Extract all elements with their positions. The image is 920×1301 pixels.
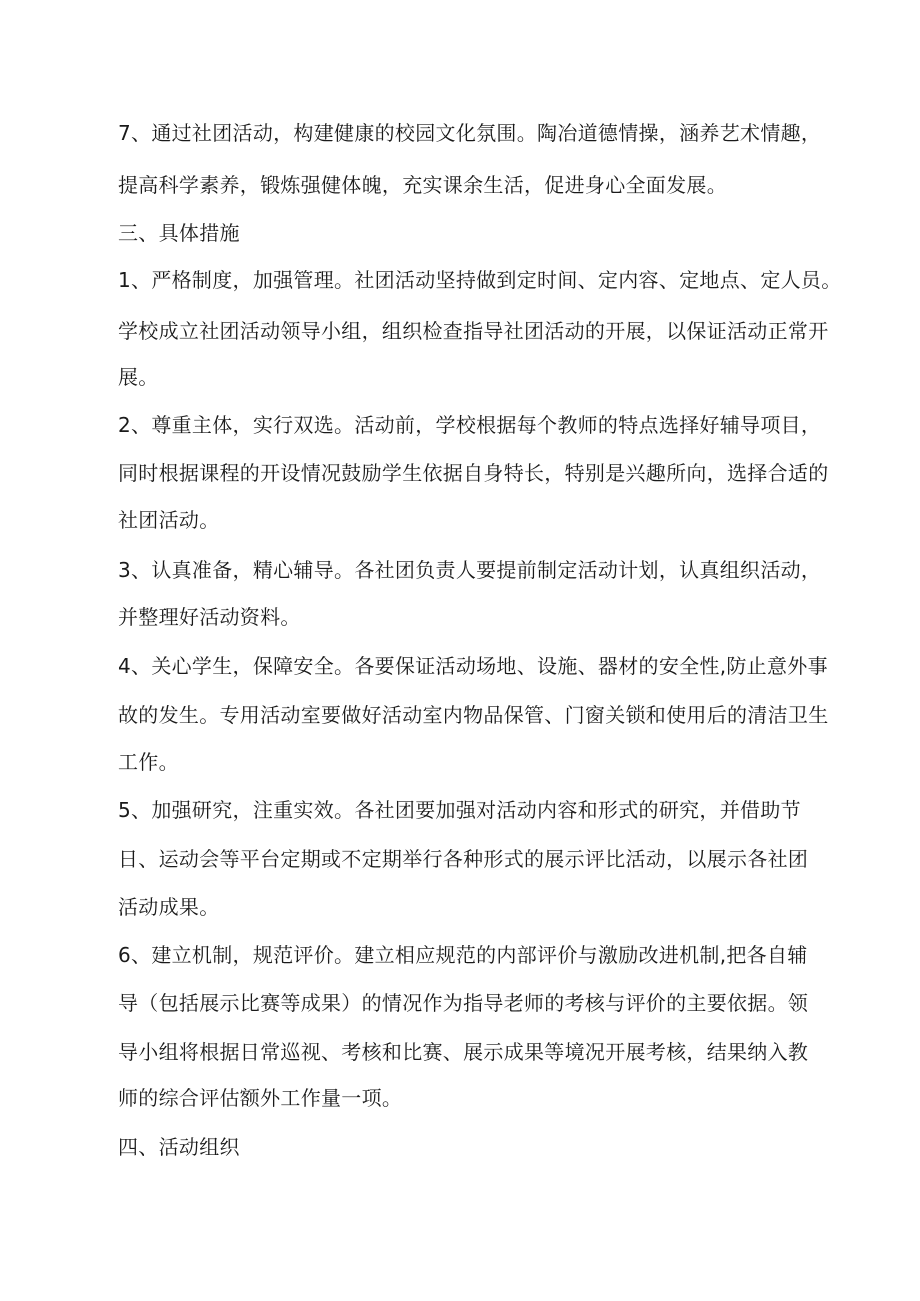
measure-6-line-4: 师的综合评估额外工作量一项。 [118, 1086, 403, 1110]
measure-1-line-3: 展。 [118, 365, 159, 389]
measure-6-line-2: 导（包括展示比赛等成果）的情况作为指导老师的考核与评价的主要依据。领 [118, 991, 809, 1015]
measure-2-line-3: 社团活动。 [118, 508, 220, 532]
measure-5-line-2: 日、运动会等平台定期或不定期举行各种形式的展示评比活动，以展示各社团 [118, 847, 809, 871]
measure-3-line-1: 3、认真准备，精心辅导。各社团负责人要提前制定活动计划，认真组织活动， [118, 558, 822, 582]
measure-1-line-2: 学校成立社团活动领导小组，组织检查指导社团活动的开展，以保证活动正常开 [118, 319, 829, 343]
measure-5-line-1: 5、加强研究，注重实效。各社团要加强对活动内容和形式的研究，并借助节 [118, 798, 801, 822]
measure-1-line-1: 1、严格制度，加强管理。社团活动坚持做到定时间、定内容、定地点、定人员。 [118, 268, 842, 292]
measure-2-line-2: 同时根据课程的开设情况鼓励学生依据自身特长，特别是兴趣所向，选择合适的 [118, 461, 829, 485]
measure-5-line-3: 活动成果。 [118, 895, 220, 919]
measure-4-line-3: 工作。 [118, 750, 179, 774]
measure-2-line-1: 2、尊重主体，实行双选。活动前，学校根据每个教师的特点选择好辅导项目， [118, 413, 822, 437]
measure-4-line-2: 故的发生。专用活动室要做好活动室内物品保管、门窗关锁和使用后的清洁卫生 [118, 703, 829, 727]
paragraph-7-line-2: 提高科学素养，锻炼强健体魄，充实课余生活，促进身心全面发展。 [118, 173, 727, 197]
measure-3-line-2: 并整理好活动资料。 [118, 605, 301, 629]
measure-4-line-1: 4、关心学生，保障安全。各要保证活动场地、设施、器材的安全性,防止意外事 [118, 654, 828, 678]
measure-6-line-3: 导小组将根据日常巡视、考核和比赛、展示成果等境况开展考核，结果纳入教 [118, 1040, 809, 1064]
section-heading-activity-organization: 四、活动组织 [118, 1135, 240, 1159]
section-heading-specific-measures: 三、具体措施 [118, 221, 240, 245]
measure-6-line-1: 6、建立机制，规范评价。建立相应规范的内部评价与激励改进机制,把各自辅 [118, 943, 808, 967]
paragraph-7-line-1: 7、通过社团活动，构建健康的校园文化氛围。陶冶道德情操，涵养艺术情趣， [118, 121, 822, 145]
